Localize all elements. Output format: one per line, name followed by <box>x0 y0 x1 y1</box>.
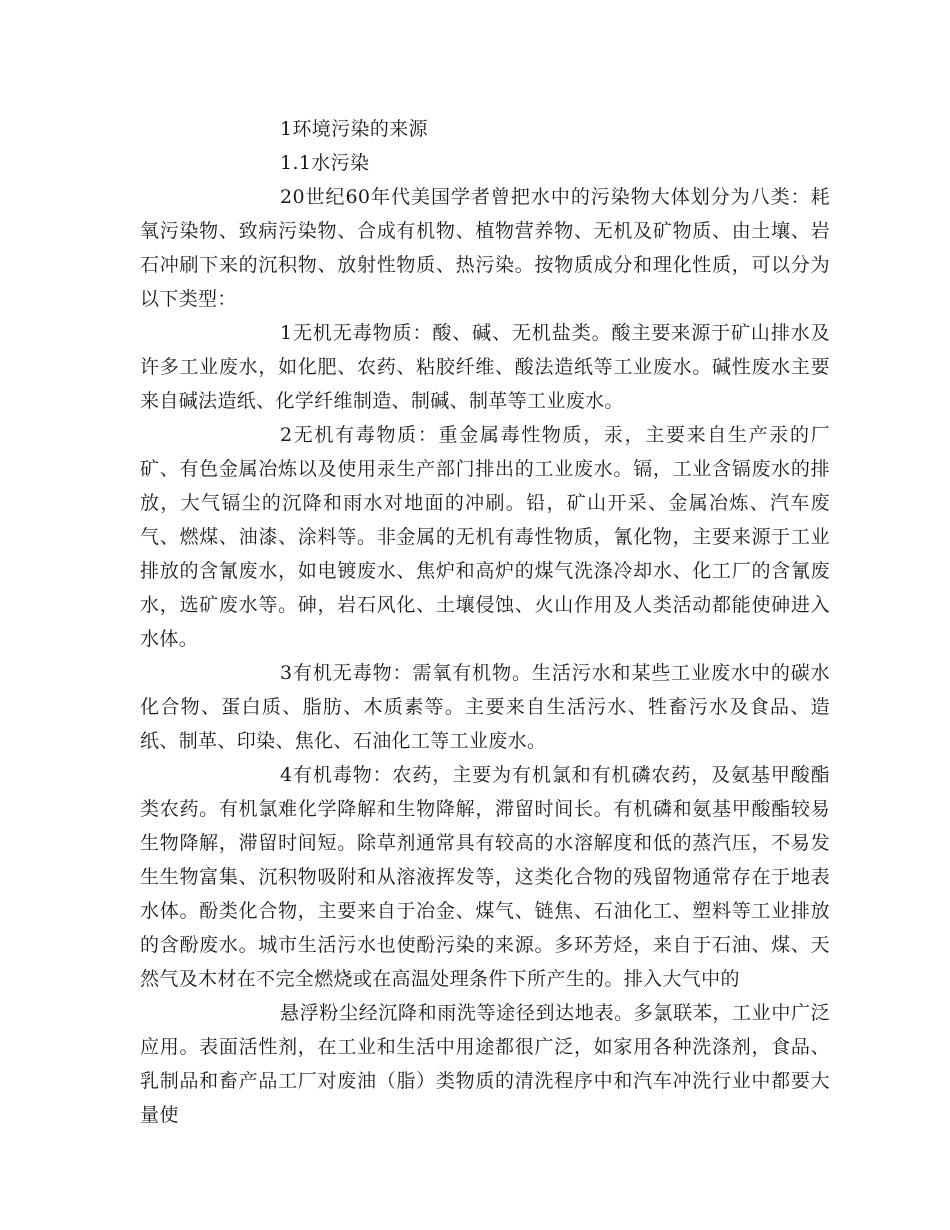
paragraph-inorganic-nontoxic: 1无机无毒物质：酸、碱、无机盐类。酸主要来源于矿山排水及许多工业废水，如化肥、农药、粘胶纤维、酸法造纸等工业废水。碱性废水主要来自碱法造纸、化学纤维制造、制碱、制革等工业废水。 <box>140 322 830 412</box>
document-body <box>140 112 830 1132</box>
paragraph-inorganic-toxic: 2无机有毒物质：重金属毒性物质，汞，主要来自生产汞的厂矿、有色金属冶炼以及使用汞生产部门排出的工业废水。镉，工业含镉废水的排放，大气镉尘的沉降和雨水对地面的冲刷。铅，矿山开采、金属冶炼、汽车废气、燃煤、油漆、涂料等。非金属的无机有毒性物质，氰化物，主要来源于工业排放的含氰废水，如电镀废水、焦炉和高炉的煤气洗涤冷却水、化工厂的含氰废水，选矿废水等。砷，岩石风化、土壤侵蚀、火山作用及人类活动都能使砷进入水体。 <box>140 424 830 650</box>
paragraph-organic-nontoxic: 3有机无毒物：需氧有机物。生活污水和某些工业废水中的碳水化合物、蛋白质、脂肪、木质素等。主要来自生活污水、牲畜污水及食品、造纸、制革、印染、焦化、石油化工等工业废水。 <box>140 662 830 752</box>
section-heading: 1环境污染的来源 <box>280 118 428 140</box>
paragraph-intro: 20世纪60年代美国学者曾把水中的污染物大体划分为八类：耗氧污染物、致病污染物、合成有机物、植物营养物、无机及矿物质、由土壤、岩石冲刷下来的沉积物、放射性物质、热污染。按物质成分和理化性质，可以分为以下类型： <box>140 186 830 310</box>
subsection-heading: 1.1水污染 <box>280 152 370 174</box>
paragraph-continuation: 悬浮粉尘经沉降和雨洗等途径到达地表。多氯联苯，工业中广泛应用。表面活性剂，在工业和生活中用途都很广泛，如家用各种洗涤剂，食品、乳制品和畜产品工厂对废油（脂）类物质的清洗程序中和汽车冲洗行业中都要大量使 <box>140 1002 830 1126</box>
paragraph-organic-toxic: 4有机毒物：农药，主要为有机氯和有机磷农药，及氨基甲酸酯类农药。有机氯难化学降解和生物降解，滞留时间长。有机磷和氨基甲酸酯较易生物降解，滞留时间短。除草剂通常具有较高的水溶解度和低的蒸汽压，不易发生生物富集、沉积物吸附和从溶液挥发等，这类化合物的残留物通常存在于地表水体。酚类化合物，主要来自于冶金、煤气、链焦、石油化工、塑料等工业排放的含酚废水。城市生活污水也使酚污染的来源。多环芳烃，来自于石油、煤、天然气及木材在不完全燃烧或在高温处理条件下所产生的。排入大气中的 <box>140 764 830 990</box>
